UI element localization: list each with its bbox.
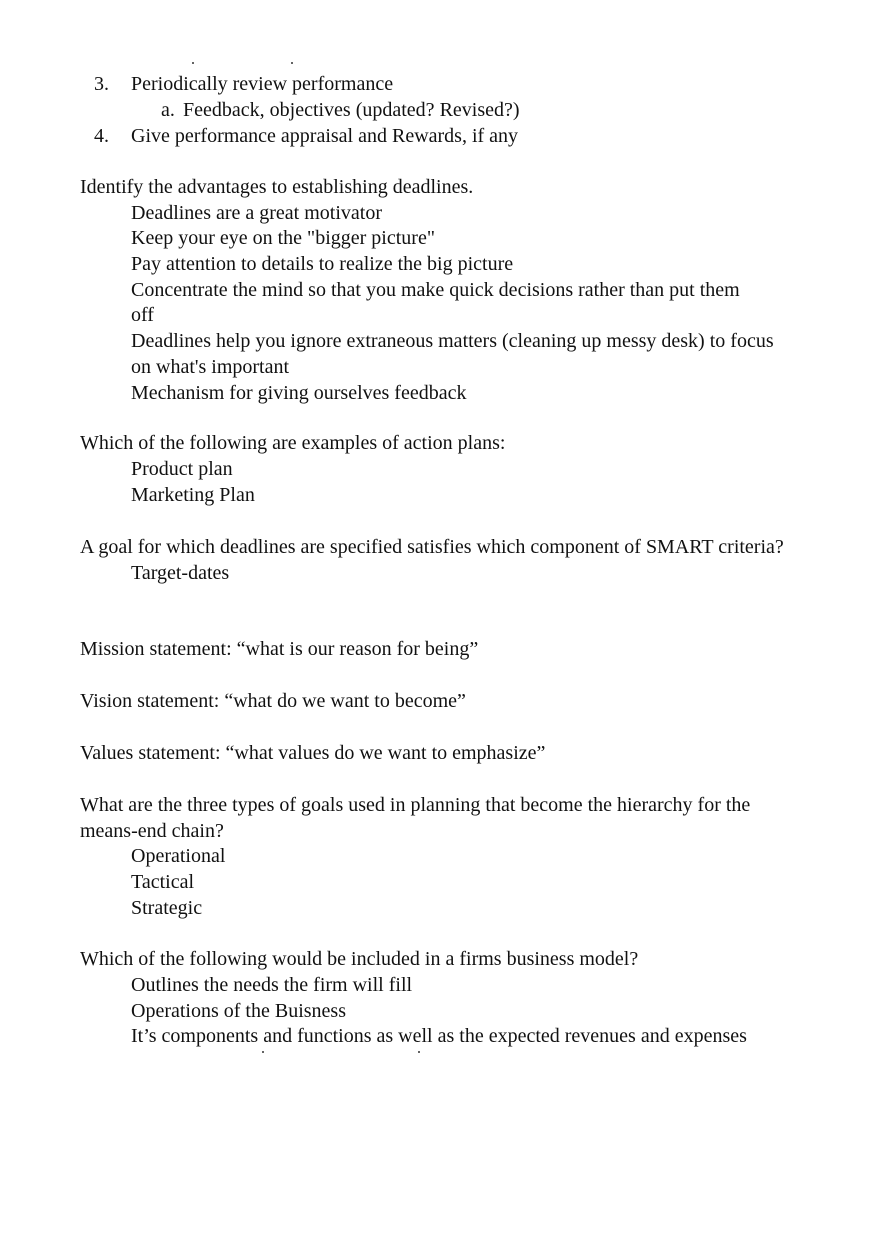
clipped-text-fragment: [418, 1051, 420, 1053]
answer-item: Pay attention to details to realize the big picture: [131, 253, 514, 275]
list-number: 4.: [94, 125, 109, 147]
answer-item: Product plan: [131, 458, 233, 480]
answer-item: Deadlines help you ignore extraneous matters (cleaning up messy desk) to focus: [131, 330, 774, 352]
question-business-model: Which of the following would be included in a firms business model?: [80, 948, 639, 970]
page-cutoff: [0, 1049, 880, 1069]
answer-item: Mechanism for giving ourselves feedback: [131, 382, 467, 404]
vision-statement: Vision statement: “what do we want to become”: [80, 690, 466, 712]
answer-item: Outlines the needs the firm will fill: [131, 974, 413, 996]
clipped-text-fragment: [291, 62, 293, 64]
answer-item: off: [131, 304, 154, 326]
mission-statement: Mission statement: “what is our reason for being”: [80, 638, 479, 660]
answer-item: Tactical: [131, 871, 194, 893]
question-deadlines: Identify the advantages to establishing deadlines.: [80, 176, 474, 198]
clipped-text-fragment: [262, 1051, 264, 1053]
list-item: Give performance appraisal and Rewards, if any: [131, 125, 519, 147]
answer-item: Strategic: [131, 897, 203, 919]
values-statement: Values statement: “what values do we want to emphasize”: [80, 742, 546, 764]
answer-item: Deadlines are a great motivator: [131, 202, 382, 224]
answer-item: Marketing Plan: [131, 484, 255, 506]
answer-item: Concentrate the mind so that you make quick decisions rather than put them: [131, 279, 740, 301]
question-action-plans: Which of the following are examples of action plans:: [80, 432, 506, 454]
list-item: Feedback, objectives (updated? Revised?): [183, 99, 520, 121]
answer-item: Target-dates: [131, 562, 230, 584]
question-smart: A goal for which deadlines are specified satisfies which component of SMART criteria?: [80, 536, 784, 558]
list-item: Periodically review performance: [131, 73, 394, 95]
answer-item: Operations of the Buisness: [131, 1000, 346, 1022]
list-letter: a.: [161, 99, 175, 121]
answer-item: Keep your eye on the "bigger picture": [131, 227, 435, 249]
clipped-text-fragment: [192, 62, 194, 64]
question-goals: What are the three types of goals used in planning that become the hierarchy for the: [80, 794, 751, 816]
answer-item: It’s components and functions as well as the expected revenues and expenses: [131, 1025, 747, 1047]
list-number: 3.: [94, 73, 109, 95]
answer-item: on what's important: [131, 356, 290, 378]
answer-item: Operational: [131, 845, 226, 867]
question-goals-continued: means-end chain?: [80, 820, 224, 842]
